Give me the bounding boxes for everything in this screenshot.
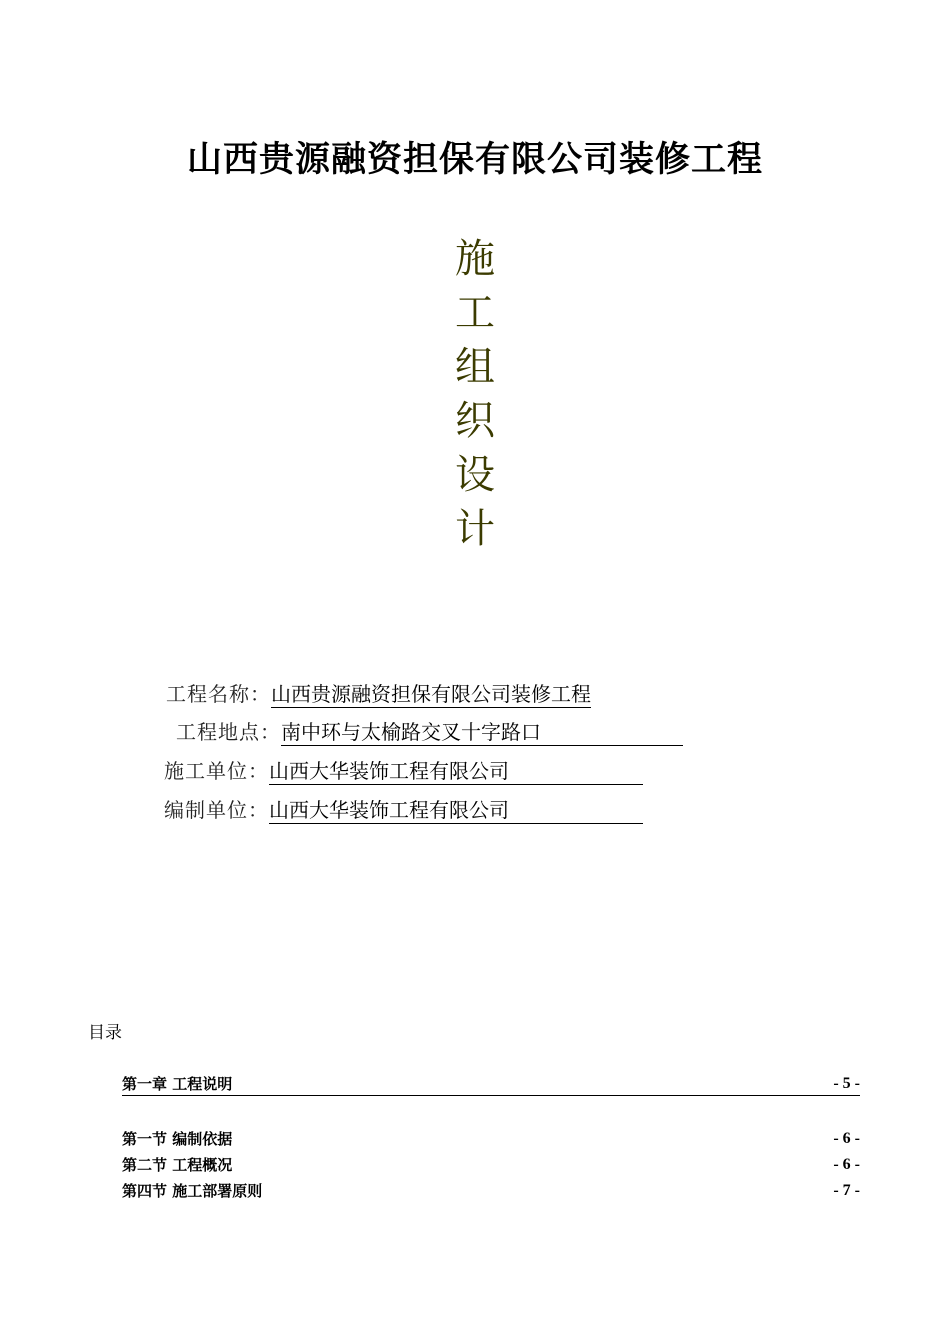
location-value: 南中环与太榆路交叉十字路口	[281, 719, 683, 746]
subtitle-char: 织	[455, 398, 495, 444]
location-row	[176, 718, 683, 746]
toc-entry-title: 第一章 工程说明	[122, 1075, 233, 1093]
toc-entry-page: - 7 -	[833, 1182, 860, 1199]
toc-entry[interactable]	[122, 1154, 860, 1176]
compiler-label: 编制单位：	[164, 798, 269, 822]
compiler-value: 山西大华装饰工程有限公司	[269, 797, 643, 824]
subtitle-char: 计	[455, 506, 495, 552]
subtitle-char: 工	[455, 290, 495, 336]
vertical-subtitle	[445, 232, 505, 556]
toc-entry[interactable]	[122, 1128, 860, 1150]
location-label: 工程地点：	[176, 720, 281, 744]
project-name-label: 工程名称：	[166, 682, 271, 706]
toc-entry-page: - 6 -	[833, 1130, 860, 1147]
contractor-value: 山西大华装饰工程有限公司	[269, 758, 643, 785]
project-name-value: 山西贵源融资担保有限公司装修工程	[271, 682, 591, 706]
toc-entry-page: - 5 -	[833, 1075, 860, 1092]
toc-entry-title: 第一节 编制依据	[122, 1130, 233, 1148]
toc-entry-title: 第二节 工程概况	[122, 1156, 233, 1174]
toc-entry[interactable]	[122, 1073, 860, 1096]
subtitle-char: 施	[455, 236, 495, 282]
toc-entry-title: 第四节 施工部署原则	[122, 1182, 263, 1200]
contractor-label: 施工单位：	[164, 759, 269, 783]
toc-heading: 目录	[88, 1023, 122, 1043]
subtitle-char: 组	[455, 344, 495, 390]
contractor-row	[164, 757, 643, 785]
compiler-row	[164, 796, 643, 824]
document-title: 山西贵源融资担保有限公司装修工程	[186, 139, 763, 180]
subtitle-char: 设	[455, 452, 495, 498]
toc-entry-page: - 6 -	[833, 1156, 860, 1173]
toc-entry[interactable]	[122, 1180, 860, 1202]
project-name-row	[166, 680, 591, 708]
